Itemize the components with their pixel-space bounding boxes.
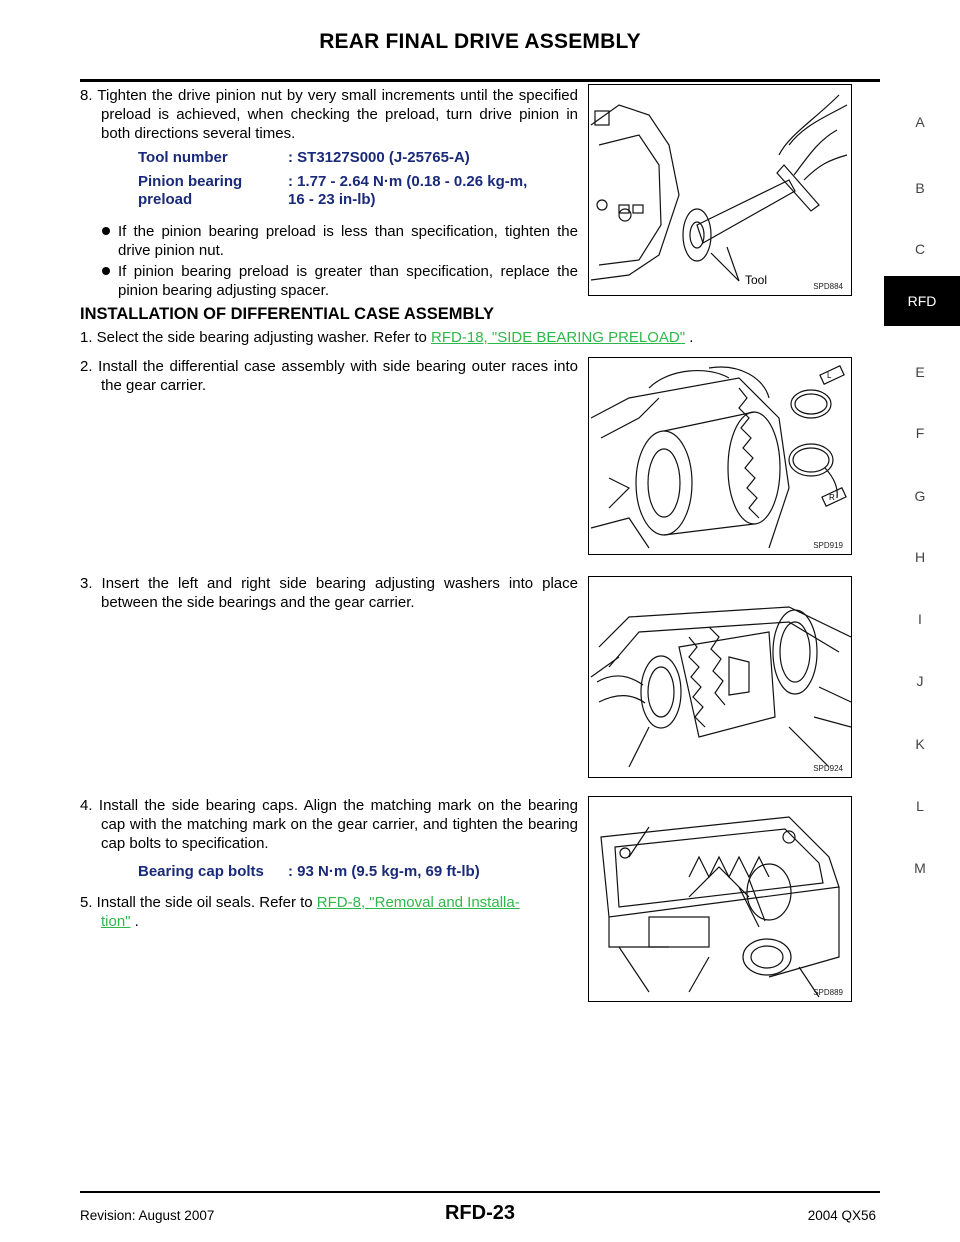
step-1-text: [80, 328, 780, 347]
pinion-preload-illustration: [589, 85, 852, 296]
step-8-text: 8. Tighten the drive pinion nut by very small increments until the specified preload is achieved, when checking the preload, turn drive pinion in both directions several times.: [80, 87, 578, 142]
section-tab-f[interactable]: F: [915, 425, 925, 441]
bullet-text: If pinion bearing preload is greater than specification, replace the pinion bearing adjusting spacer.: [118, 263, 578, 299]
section-tab-g[interactable]: G: [914, 488, 926, 504]
bullet-icon: [102, 227, 110, 235]
section-tab-k[interactable]: K: [915, 736, 925, 752]
bullet-preload-less: [102, 222, 578, 260]
spec-preload-label-1: Pinion bearing: [138, 173, 243, 190]
section-tab-active[interactable]: RFD: [884, 276, 960, 326]
step-3-text: 3. Insert the left and right side bearing adjusting washers into place between the side bearings and the gear carrier.: [80, 575, 578, 611]
bearing-caps-illustration: [589, 797, 852, 1002]
footer-model: 2004 QX56: [807, 1208, 876, 1223]
adjusting-washers-illustration: [589, 577, 852, 778]
section-tab-e[interactable]: E: [915, 364, 925, 380]
figure-label-tool: Tool: [745, 273, 768, 287]
step-5-body: 5. Install the side oil seals. Refer to: [80, 894, 317, 911]
section-tab-h[interactable]: H: [914, 549, 926, 565]
figure-code: SPD924: [813, 764, 843, 773]
washer-tag-left: L: [827, 371, 832, 380]
section-heading: INSTALLATION OF DIFFERENTIAL CASE ASSEMBLY: [80, 305, 495, 323]
figure-differential-case: [588, 357, 852, 555]
footer-revision: Revision: August 2007: [80, 1208, 215, 1223]
bullet-preload-greater: [102, 262, 578, 300]
section-tab-l[interactable]: L: [916, 798, 924, 814]
differential-case-illustration: [589, 358, 852, 555]
footer-rule: [80, 1191, 880, 1193]
link-side-bearing-preload[interactable]: RFD-18, "SIDE BEARING PRELOAD": [431, 329, 686, 346]
section-tab-a[interactable]: A: [915, 114, 925, 130]
spec-tool-label: Tool number: [138, 149, 228, 166]
section-tab-i[interactable]: I: [918, 611, 922, 627]
step-5-after: .: [130, 913, 139, 930]
link-removal-installation[interactable]: RFD-8, "Removal and Installa-: [316, 894, 520, 911]
link-removal-installation-cont[interactable]: tion": [101, 913, 131, 930]
section-tab-b[interactable]: B: [915, 180, 925, 196]
figure-adjusting-washers: [588, 576, 852, 778]
spec-bearing-cap-label: Bearing cap bolts: [138, 863, 264, 880]
step-1-after: .: [685, 329, 694, 346]
spec-preload-value-1: : 1.77 - 2.64 N·m (0.18 - 0.26 kg-m,: [288, 173, 528, 190]
figure-bearing-caps: [588, 796, 852, 1002]
bullet-icon: [102, 267, 110, 275]
bullet-text: If the pinion bearing preload is less than specification, tighten the drive pinion nut.: [118, 223, 578, 259]
section-tab-m[interactable]: M: [914, 860, 926, 876]
section-tab-j[interactable]: J: [916, 673, 924, 689]
section-tab-c[interactable]: C: [914, 241, 926, 257]
step-4-text: 4. Install the side bearing caps. Align the matching mark on the bearing cap with the matching mark on the gear carrier, and tighten the bearing cap bolts to specification.: [80, 797, 578, 852]
washer-tag-right: R: [829, 493, 835, 502]
spec-preload-value-2: 16 - 23 in-lb): [288, 191, 376, 208]
figure-code: SPD919: [813, 541, 843, 550]
spec-bearing-cap-value: : 93 N·m (9.5 kg-m, 69 ft-lb): [288, 863, 480, 880]
step-5-text: [80, 893, 578, 931]
figure-pinion-preload: [588, 84, 852, 296]
page-title: REAR FINAL DRIVE ASSEMBLY: [319, 30, 641, 53]
header-rule: [80, 79, 880, 82]
figure-code: SPD884: [813, 282, 843, 291]
spec-preload-label-2: preload: [138, 191, 193, 208]
step-1-body: 1. Select the side bearing adjusting washer. Refer to: [80, 329, 432, 346]
spec-tool-value: : ST3127S000 (J-25765-A): [288, 149, 470, 166]
step-2-text: 2. Install the differential case assembly with side bearing outer races into the gear carrier.: [80, 358, 578, 394]
figure-code: SPD889: [813, 988, 843, 997]
page-number: RFD-23: [444, 1202, 515, 1224]
